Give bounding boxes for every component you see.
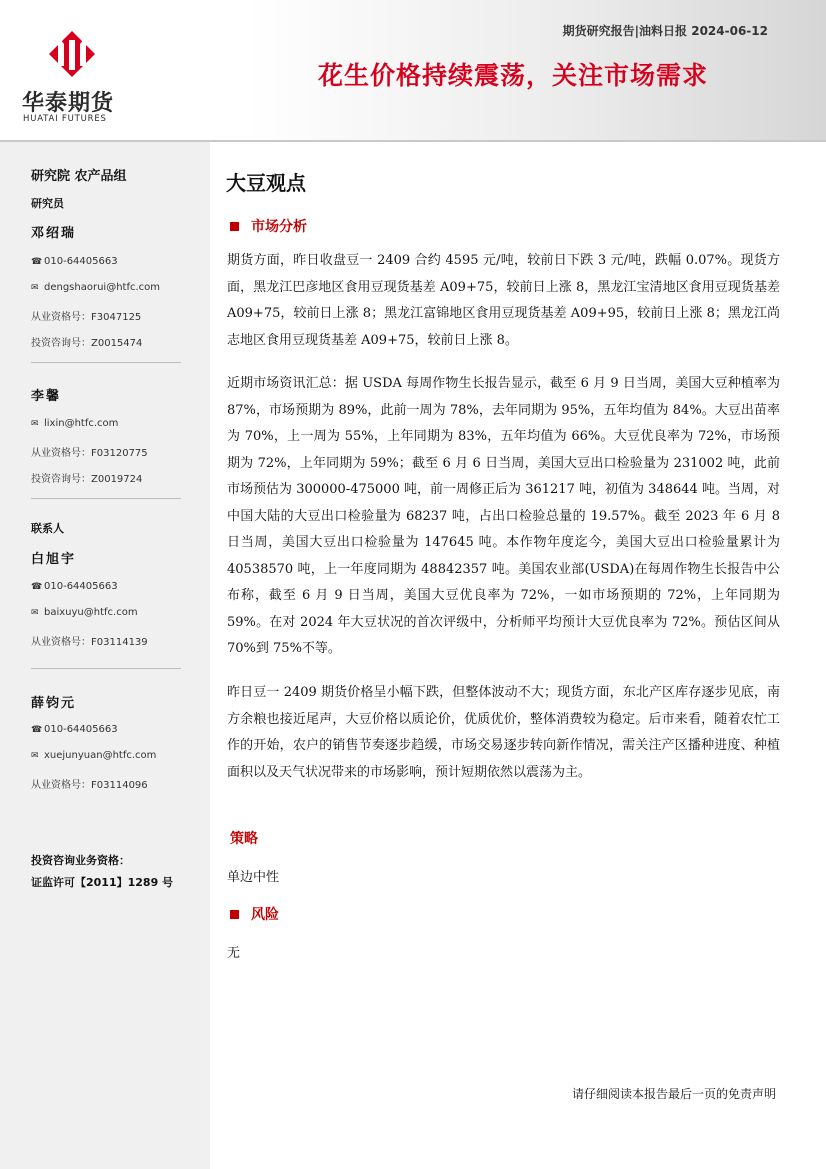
strategy-heading: 策略 — [230, 831, 258, 847]
report-meta: 期货研究报告|油料日报 2024-06-12 — [562, 24, 768, 38]
risk-text: 无 — [227, 946, 241, 961]
section-title: 大豆观点 — [226, 171, 306, 195]
risk-heading: 风险 — [230, 904, 279, 924]
researcher-advisor: 投资咨询号：Z0015474 — [31, 338, 143, 349]
phone-icon: ☎ — [31, 725, 43, 735]
qualification-license: 证监许可【2011】1289 号 — [31, 876, 174, 889]
report-header — [0, 0, 826, 140]
heading-square-icon — [230, 910, 239, 919]
researcher-email[interactable]: ✉ lixin@htfc.com — [31, 418, 119, 429]
disclaimer-note: 请仔细阅读本报告最后一页的免责声明 — [571, 1087, 776, 1101]
logo-chinese-text: 华泰期货 — [22, 91, 115, 116]
contact-name: 白旭宇 — [31, 552, 77, 567]
qualification-label: 投资咨询业务资格： — [31, 854, 130, 867]
sidebar — [0, 142, 210, 1169]
phone-icon: ☎ — [31, 582, 43, 592]
paragraph-futures: 期货方面，昨日收盘豆一 2409 合约 4595 元/吨，较前日下跌 3 元/吨，跌幅 0.07%。现货方面，黑龙江巴彦地区食用豆现货基差 A09+75，较前日上涨 8，黑龙江宝清地区食用豆现货基差 A09+75，较前日上涨 8；黑龙江富锦地区食用豆现货基差 A09+95，较前日上涨 8；黑龙江尚志地区食用豆现货基差 A09+75，较前日上涨 8。 — [227, 253, 780, 348]
strategy-text: 单边中性 — [227, 870, 280, 885]
researcher-name: 李馨 — [31, 389, 62, 404]
sidebar-divider — [31, 498, 181, 499]
contact-phone: ☎ 010-64405663 — [31, 724, 118, 735]
heading-square-icon — [230, 222, 239, 231]
researcher-phone: ☎ 010-64405663 — [31, 256, 118, 267]
contact-email[interactable]: ✉ xuejunyuan@htfc.com — [31, 750, 157, 761]
contact-phone: ☎ 010-64405663 — [31, 581, 118, 592]
envelope-icon: ✉ — [31, 751, 39, 761]
market-analysis-heading: 市场分析 — [230, 216, 307, 236]
phone-icon: ☎ — [31, 257, 43, 267]
paragraph-news: 近期市场资讯汇总：据 USDA 每周作物生长报告显示，截至 6 月 9 日当周，美国大豆种植率为 87%，市场预期为 89%，此前一周为 78%，去年同期为 95%，五年均值为 84%。大豆出苗率为 70%，上一周为 55%，上年同期为 83%，五年均值为 66%。大豆优良率为 72%，市场预期为 72%，上年同期为 59%；截至 6 月 6 日当周，美国大豆出口检验量为 231002 吨，此前市场预估为 300000-475000 吨，前一周修正后为 361217 吨，初值为 348644 吨。当周，对中国大陆的大豆出口检验量为 68237 吨，占出口检验总量的 19.57%。截至 2023 年 6 月 8 日当周，美国大豆出口检验量为 147645 吨。本作物年度迄今，美国大豆出口检验量累计为 40538570 吨，上一年度同期为 48842357 吨。美国农业部(USDA)在每周作物生长报告中公布称，截至 6 月 9 日当周，美国大豆优良率为 72%，一如市场预期的 72%，上年同期为 59%。在对 2024 年大豆状况的首次评级中，分析师平均预计大豆优良率为 72%。预估区间从 70%到 75%不等。 — [227, 376, 780, 656]
sidebar-divider — [31, 668, 181, 669]
company-logo — [22, 28, 132, 128]
huatai-logo-icon — [48, 30, 96, 78]
sidebar-dept: 研究院 农产品组 — [31, 169, 127, 184]
researcher-label: 研究员 — [31, 197, 64, 210]
contact-cert: 从业资格号：F03114139 — [31, 637, 148, 648]
envelope-icon: ✉ — [31, 283, 39, 293]
researcher-cert: 从业资格号：F03120775 — [31, 448, 148, 459]
contact-email[interactable]: ✉ baixuyu@htfc.com — [31, 607, 138, 618]
logo-english-text: HUATAI FUTURES — [23, 114, 107, 124]
sidebar-divider — [31, 362, 181, 363]
envelope-icon: ✉ — [31, 419, 39, 429]
contact-label: 联系人 — [31, 522, 64, 535]
researcher-name: 邓绍瑞 — [31, 226, 77, 241]
report-title: 花生价格持续震荡，关注市场需求 — [317, 61, 708, 90]
contact-name: 薛钧元 — [31, 696, 77, 711]
paragraph-outlook: 昨日豆一 2409 期货价格呈小幅下跌，但整体波动不大；现货方面，东北产区库存逐步见底，南方余粮也接近尾声，大豆价格以质论价，优质优价，整体消费较为稳定。后市来看，随着农忙工作的开始，农户的销售节奏逐步趋缓，市场交易逐步转向新作情况，需关注产区播种进度、种植面积以及天气状况带来的市场影响，预计短期依然以震荡为主。 — [227, 685, 780, 780]
researcher-email[interactable]: ✉ dengshaorui@htfc.com — [31, 282, 161, 293]
researcher-advisor: 投资咨询号：Z0019724 — [31, 474, 143, 485]
envelope-icon: ✉ — [31, 608, 39, 618]
contact-cert: 从业资格号：F03114096 — [31, 780, 148, 791]
researcher-cert: 从业资格号：F3047125 — [31, 312, 142, 323]
